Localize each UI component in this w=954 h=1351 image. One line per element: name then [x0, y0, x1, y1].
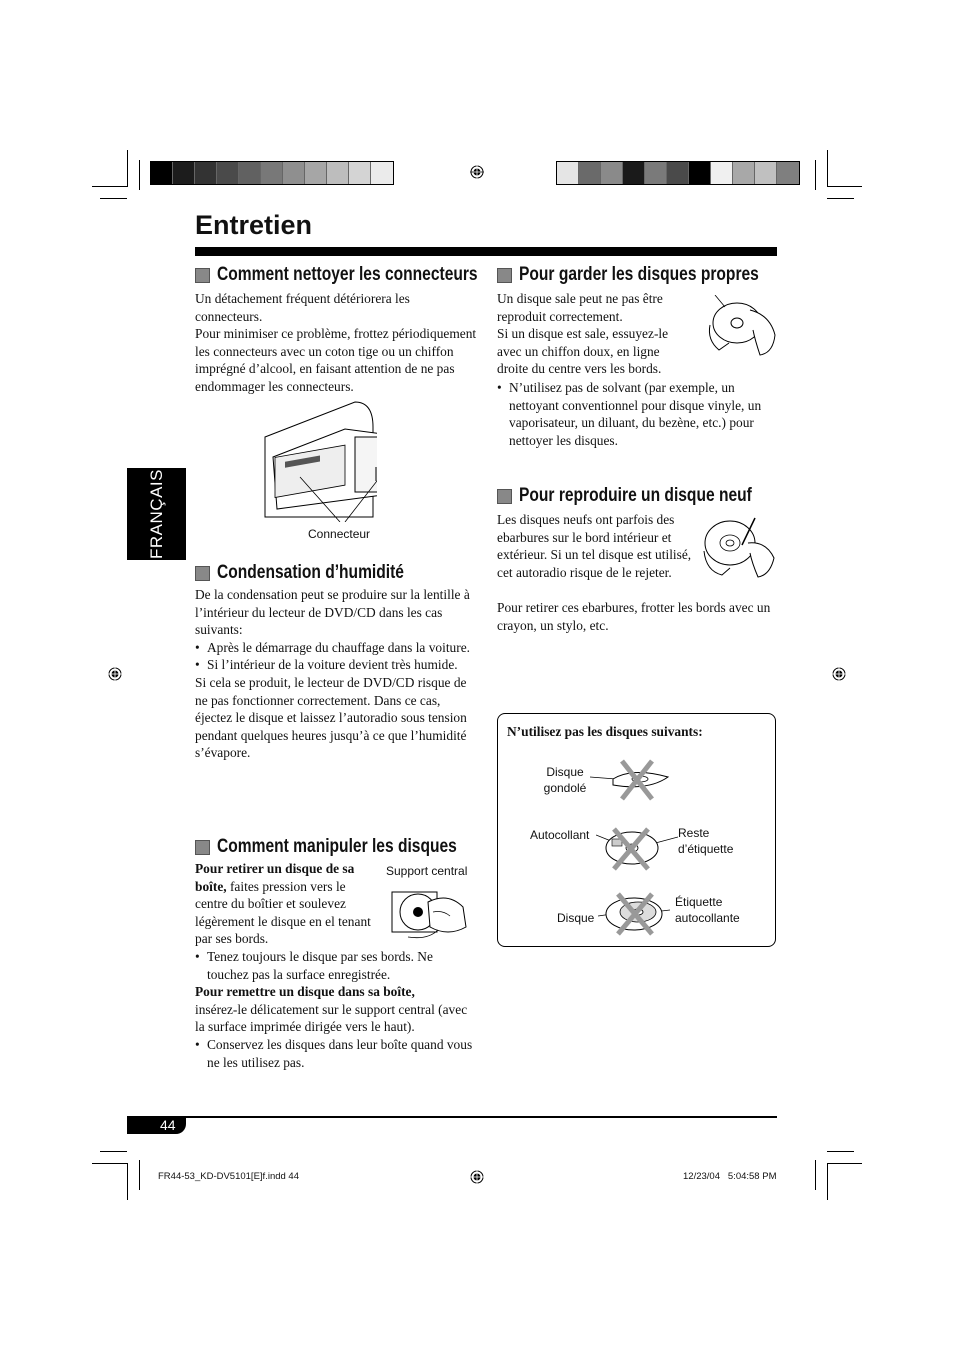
color-swatch — [283, 162, 305, 184]
color-swatch — [173, 162, 195, 184]
connector-caption: Connecteur — [308, 527, 371, 541]
color-calibration-bar-left — [150, 161, 394, 185]
footer-filename: FR44-53_KD-DV5101[E]f.indd 44 — [158, 1171, 299, 1182]
new-disc-text-1: Les disques neufs ont parfois des ebarbures sur le bord intérieur et extérieur. Si un tel disque est utilisé, cet autoradio risque de le rejeter. — [497, 512, 692, 580]
color-swatch — [777, 162, 799, 184]
color-swatch — [689, 162, 711, 184]
clean-bullet: • N’utilisez pas de solvant (par exemple, un nettoyant conventionnel pour disque vinyle, un vaporisateur, un diluant, du bezène, etc.) pour nettoyer les disques. — [497, 379, 777, 449]
color-swatch — [557, 162, 579, 184]
crop-mark — [127, 1163, 128, 1200]
crop-mark — [100, 1151, 127, 1152]
crop-mark — [827, 1163, 862, 1164]
color-swatch — [601, 162, 623, 184]
connector-illustration — [255, 397, 377, 522]
connectors-text: Un détachement fréquent détériorera les connecteurs. Pour minimiser ce problème, frottez périodiquement les connecteurs avec un coton tige ou un chiffon imprégné d’alcool, en faisant attention de ne pas endommager les connecteurs. — [195, 291, 477, 394]
warped-disc-label: Disque gondolé — [543, 765, 587, 795]
footer-timestamp: 12/23/04 5:04:58 PM — [683, 1171, 777, 1182]
crop-mark — [815, 1160, 816, 1190]
section-heading-new-disc: Pour reproduire un disque neuf — [497, 485, 803, 507]
crop-mark — [827, 1151, 854, 1152]
page-number-tab — [127, 1117, 186, 1134]
disc-wiping-illustration — [705, 295, 777, 357]
color-swatch — [623, 162, 645, 184]
handling-more-text: • Tenez toujours le disque par ses bords. Ne touchez pas la surface enregistrée. Pour remettre un disque dans sa boîte, insérez-le délicatement sur le support central (avec la surface imprimée dirigée vers le haut). • Conservez les disques dans leur boîte quand vous ne les utilisez pas. — [195, 948, 477, 1071]
crop-mark — [827, 198, 854, 199]
humidity-text: De la condensation peut se produire sur la lentille à l’intérieur du lecteur de DVD/CD dans les cas suivants: • Après le démarrage du chauffage dans la voiture. • Si l’intérieur de la voiture devient très humide. Si cela se produit, le lecteur de DVD/CD risque de ne pas fonctionner correctement. Dans ce cas, éjectez le disque et laissez l’autoradio sous tension pendant quelques heures jusqu’à ce que l’humidité s’évapore. — [195, 586, 477, 762]
disc-label: Disque — [557, 911, 595, 925]
sticker-label-label: Étiquette autocollante — [675, 895, 740, 925]
color-swatch — [195, 162, 217, 184]
color-swatch — [305, 162, 327, 184]
crop-mark — [92, 1163, 127, 1164]
registration-mark-icon — [832, 667, 846, 681]
heading-square-icon — [195, 566, 210, 581]
language-tab — [127, 468, 186, 560]
crop-mark — [827, 186, 862, 187]
disc-pen-illustration — [700, 513, 778, 579]
sticker-label: Autocollant — [530, 828, 590, 842]
heading-square-icon — [195, 268, 210, 283]
crop-mark — [139, 1160, 140, 1190]
color-swatch — [327, 162, 349, 184]
registration-mark-icon — [470, 1170, 484, 1184]
section-heading-handling: Comment manipuler les disques — [195, 836, 509, 858]
color-swatch — [151, 162, 173, 184]
sticker-disc-icon — [596, 825, 678, 871]
disc-case-hand-illustration — [388, 882, 468, 942]
color-swatch — [667, 162, 689, 184]
color-swatch — [217, 162, 239, 184]
color-swatch — [349, 162, 371, 184]
registration-mark-icon — [470, 165, 484, 179]
new-disc-text-2: Pour retirer ces ebarbures, frotter les bords avec un crayon, un stylo, etc. — [497, 600, 771, 633]
color-swatch — [755, 162, 777, 184]
section-heading-connectors: Comment nettoyer les connecteurs — [195, 264, 535, 286]
crop-mark — [127, 150, 128, 187]
crop-mark — [139, 160, 140, 190]
color-swatch — [239, 162, 261, 184]
color-swatch — [371, 162, 393, 184]
unusable-discs-title: N’utilisez pas les disques suivants: — [507, 724, 703, 739]
footer-rule — [127, 1116, 777, 1118]
crop-mark — [92, 186, 127, 187]
crop-mark — [815, 160, 816, 190]
color-swatch — [711, 162, 733, 184]
heading-square-icon — [497, 268, 512, 283]
color-swatch — [733, 162, 755, 184]
handling-remove-text: Pour retirer un disque de sa boîte, faites pression vers le centre du boîtier et soulevez légèrement le disque en el tenant par ses bords. — [195, 861, 371, 947]
language-tab-label: FRANÇAIS — [146, 469, 166, 559]
color-calibration-bar-right — [556, 161, 800, 185]
title-rule — [195, 247, 777, 256]
crop-mark — [100, 198, 127, 199]
crop-mark — [827, 1163, 828, 1200]
heading-square-icon — [195, 840, 210, 855]
clean-text: Un disque sale peut ne pas être reproduit correctement. Si un disque est sale, essuyez-le avec un chiffon doux, en ligne droite du centre vers les bords. — [497, 291, 669, 377]
section-heading-clean: Pour garder les disques propres — [497, 264, 811, 286]
heading-square-icon — [497, 489, 512, 504]
color-swatch — [645, 162, 667, 184]
section-heading-humidity: Condensation d’humidité — [195, 562, 445, 584]
crop-mark — [827, 150, 828, 187]
labelled-disc-icon — [598, 892, 670, 936]
page-title: Entretien — [195, 210, 313, 240]
page-number: 44 — [160, 1117, 176, 1133]
registration-mark-icon — [108, 667, 122, 681]
color-swatch — [579, 162, 601, 184]
residue-label: Reste d’étiquette — [678, 826, 734, 856]
color-swatch — [261, 162, 283, 184]
warped-disc-icon — [588, 757, 670, 803]
support-central-caption: Support central — [386, 864, 468, 878]
